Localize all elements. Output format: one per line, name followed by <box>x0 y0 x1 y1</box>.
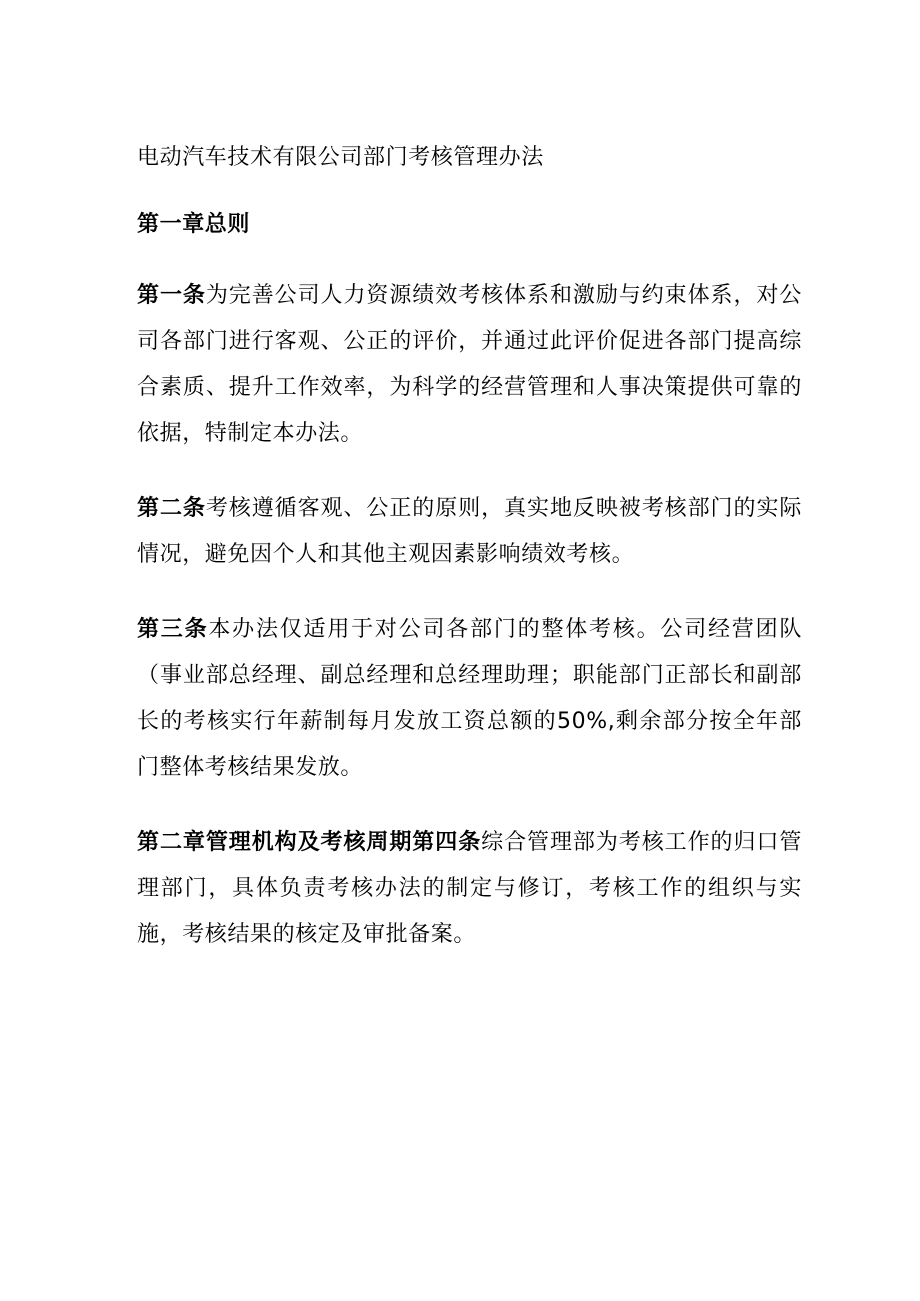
chapter-1-heading: 第一章总则 <box>137 212 251 237</box>
article-2-label: 第二条 <box>137 496 206 521</box>
document-title: 电动汽车技术有限公司部门考核管理办法 <box>137 145 544 170</box>
article-3-text: 本办法仅适用于对公司各部门的整体考核。公司经营团队（事业部总经理、副总经理和总经理助理；职能部门正部长和副部长的考核实行年薪制每月发放工资总额的50%,剩余部分按全年部门整体考核结果发放。 <box>137 617 802 780</box>
article-4-label: 第二章管理机构及考核周期第四条 <box>137 830 482 855</box>
document-body <box>137 139 802 958</box>
article-1-label: 第一条 <box>137 283 206 308</box>
article-2 <box>137 486 802 578</box>
article-2-text: 考核遵循客观、公正的原则，真实地反映被考核部门的实际情况，避免因个人和其他主观因素影响绩效考核。 <box>137 496 802 567</box>
article-1 <box>137 273 802 457</box>
article-1-text: 为完善公司人力资源绩效考核体系和激励与约束体系，对公司各部门进行客观、公正的评价，并通过此评价促进各部门提高综合素质、提升工作效率，为科学的经营管理和人事决策提供可靠的依据，特制定本办法。 <box>137 283 802 446</box>
article-4 <box>137 820 802 958</box>
article-4-text: 综合管理部为考核工作的归口管理部门，具体负责考核办法的制定与修订，考核工作的组织与实施，考核结果的核定及审批备案。 <box>137 830 802 947</box>
article-3 <box>137 607 802 791</box>
article-3-label: 第三条 <box>137 617 209 642</box>
